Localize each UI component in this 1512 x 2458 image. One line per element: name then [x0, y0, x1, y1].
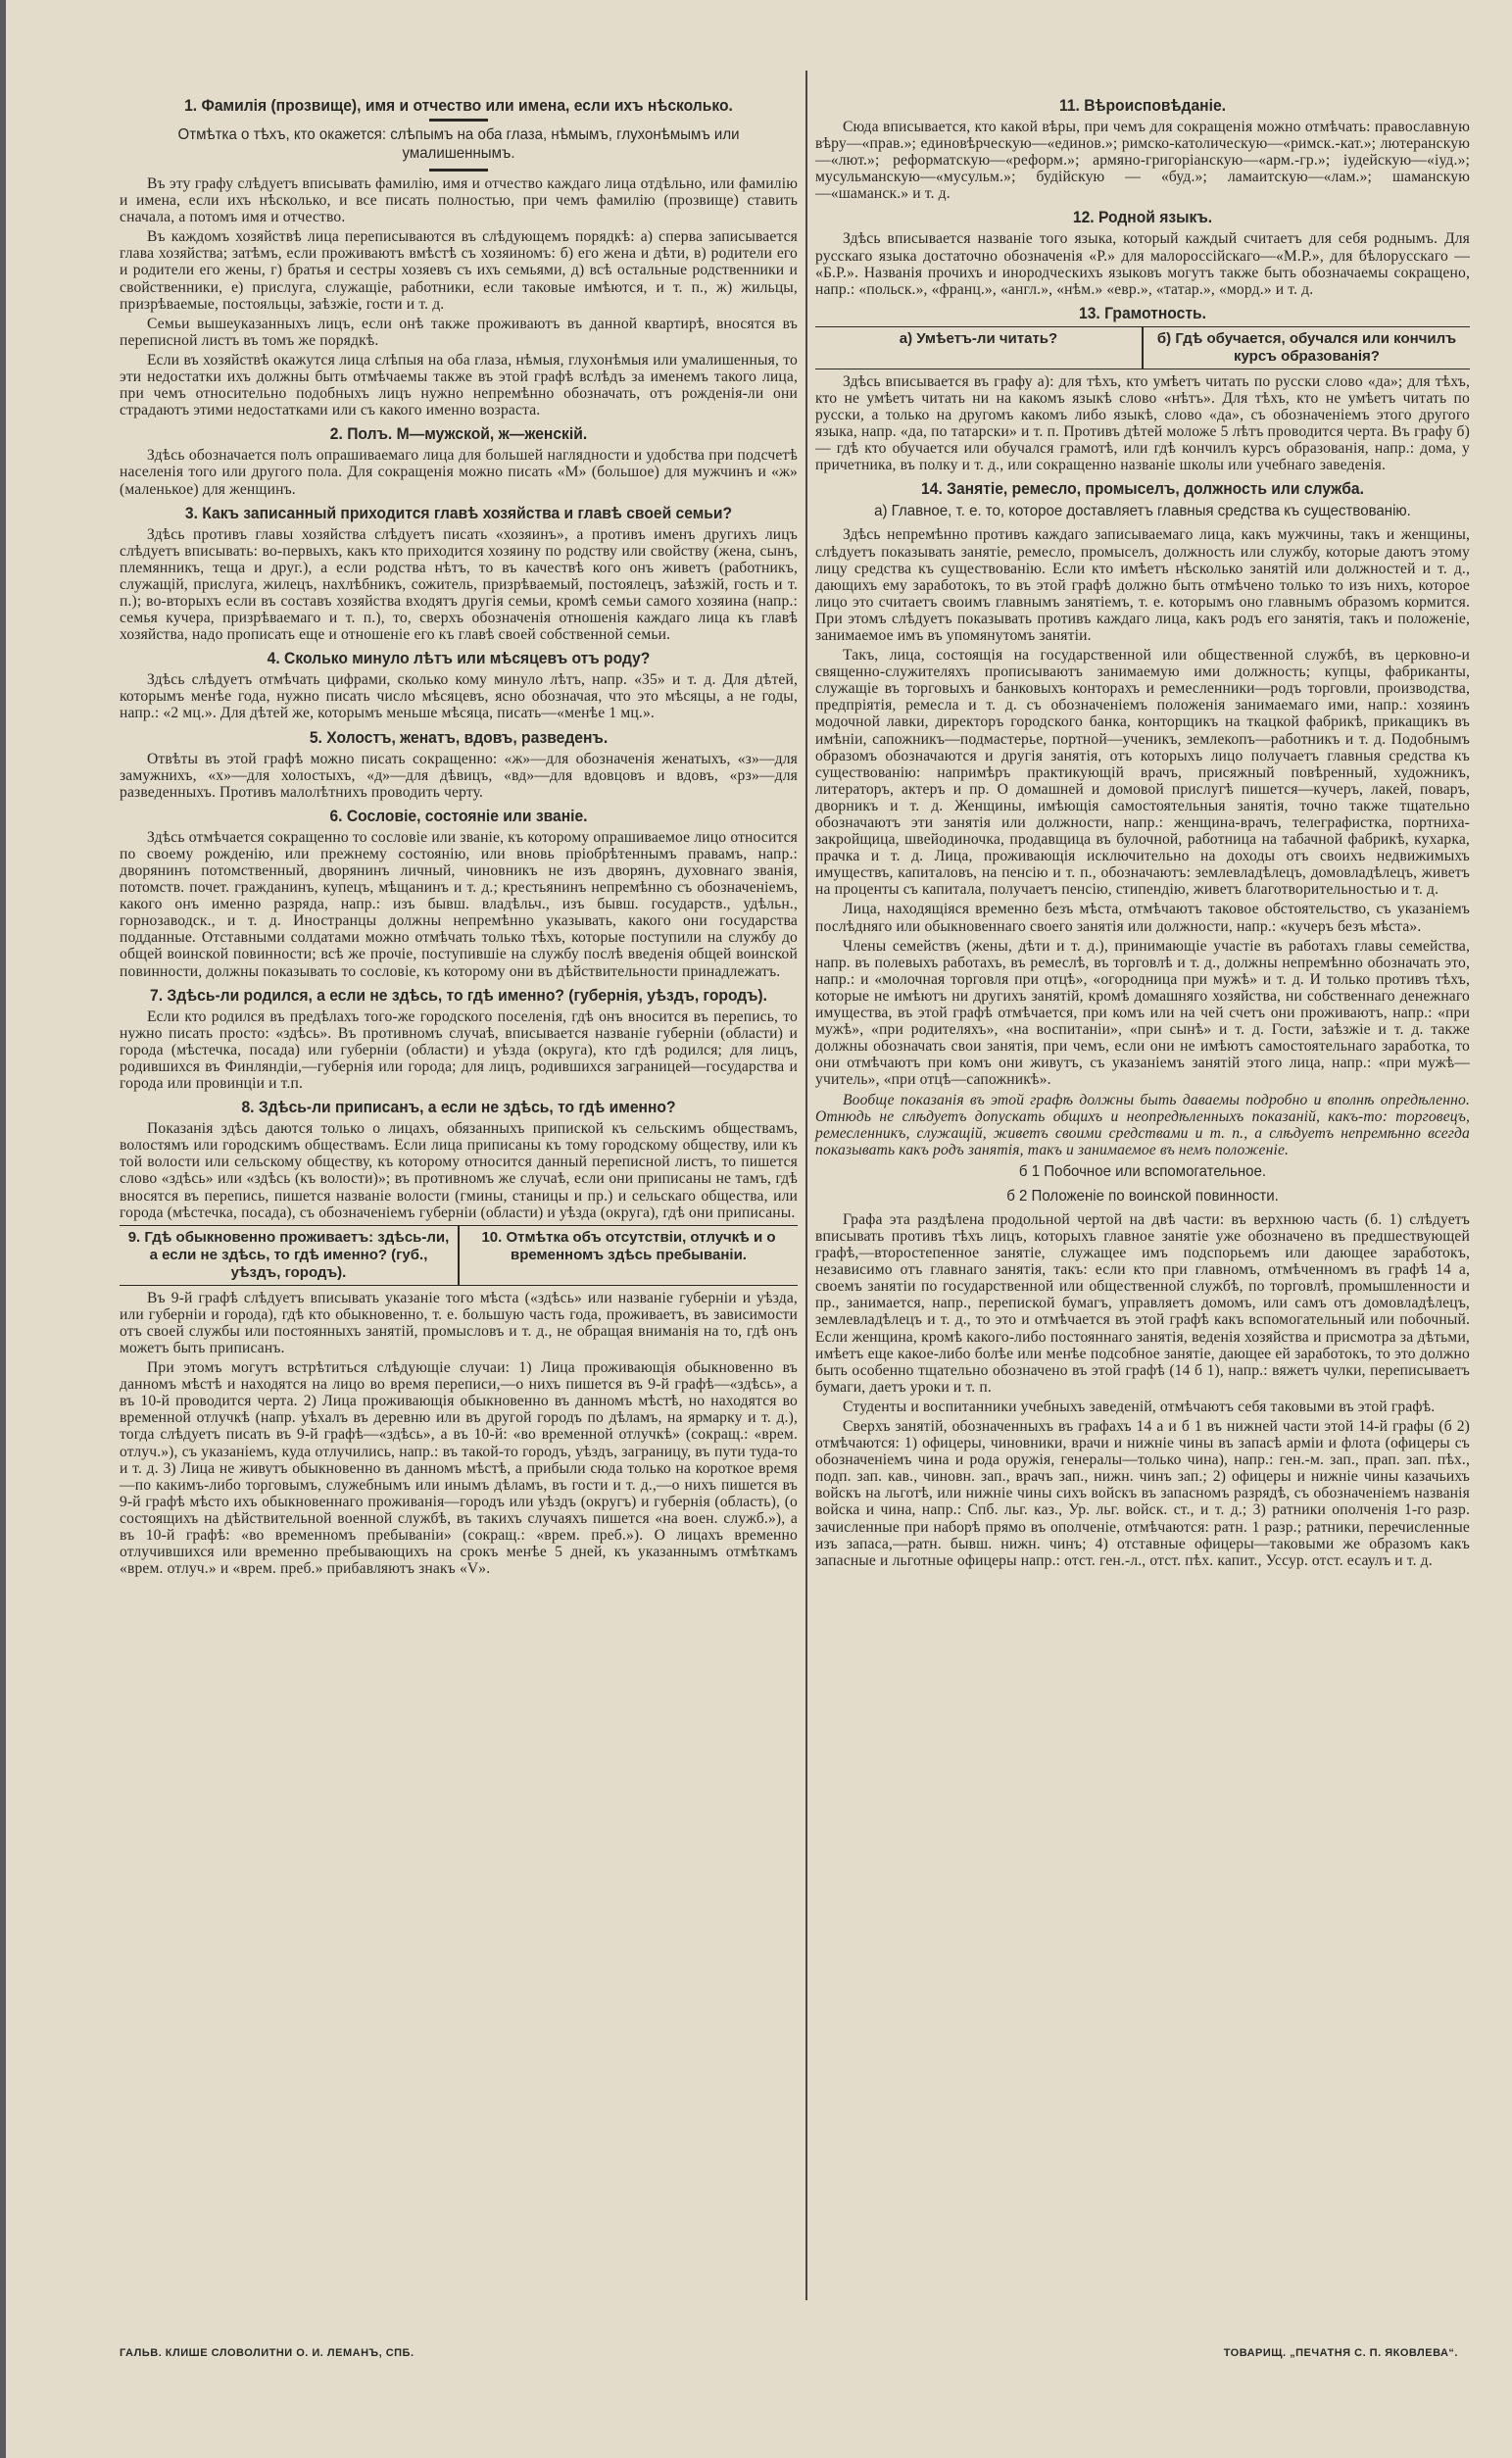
section-subheading: а) Главное, т. е. то, которое доставляетъ главныя средства къ существованію. — [874, 503, 1411, 520]
paragraph: Здѣсь обозначается полъ опрашиваемаго лица для большей наглядности и удобства при подсчетѣ населенія того или другого пола. Для сокращенія можно писать «М» (большое) для мужчинъ и «ж» (маленькое) для женщинъ. — [120, 447, 798, 498]
paragraph: Если въ хозяйствѣ окажутся лица слѣпыя на оба глаза, нѣмыя, глухонѣмыя или умалишенныя, то эти недостатки ихъ должны быть отмѣчаемы также въ этой графѣ вслѣдъ за именемъ такого лица, при чемъ относительно подобныхъ лицъ нужно непремѣнно обозначать, отъ рожденія-ли они страдаютъ этими недостатками или съ какого именно возраста. — [120, 351, 798, 419]
section-subheading: Отмѣтка о тѣхъ, кто окажется: слѣпымъ на оба глаза, нѣмымъ, глухонѣмымъ или умалишеннымъ. — [177, 126, 740, 162]
paragraph: Отвѣты въ этой графѣ можно писать сокращенно: «ж»—для обозначенія женатыхъ, «з»—для замужнихъ, «х»—для холостыхъ, «д»—для дѣвицъ, «вд»—для вдовцовъ и вдовъ, «рз»—для разведенныхъ. Противъ малолѣтнихъ проводить черту. — [120, 750, 798, 801]
paragraph: Сюда вписывается, кто какой вѣры, при чемъ для сокращенія можно отмѣчать: православную вѣру—«прав.»; единовѣрческую—«единов.»; римско-католическую—«римск.-кат.»; лютеранскую—«лют.»; реформатскую—«реформ.»; армяно-григоріанскую—«арм.-гр.»; іудейскую—«іуд.»; мусульманскую—«мусульм.»; будійскую — «буд.»; ламаитскую—«лам.»; шаманскую—«шаманск.» и т. д. — [815, 119, 1470, 203]
paragraph: Въ эту графу слѣдуетъ вписывать фамилію, имя и отчество каждаго лица отдѣльно, или фамилію и имена, если ихъ нѣсколько, и все писать полностью, при чемъ фамилію (прозвище) ставить сначала, а потомъ имя и отчество. — [120, 175, 798, 226]
split-heading — [120, 1225, 798, 1286]
paragraph: Графа эта раздѣлена продольной чертой на двѣ части: въ верхнюю часть (б. 1) слѣдуетъ вписывать противъ тѣхъ лицъ, которыхъ главное занятіе уже обозначено въ предшествующей графѣ,—второстепенное занятіе, служащее имъ подспорьемъ или дающее заработокъ, независимо отъ главнаго занятія, такъ: если кто при главномъ, отмѣченномъ въ графѣ 14 а, своемъ занятіи по государственной или общественной службѣ, по торговлѣ, промышленности и пр., занимается, напр., перепиской бумагъ, управляетъ домомъ, или самъ отъ домовладѣлецъ, землевладѣлецъ и т. д., то это и отмѣчается въ этой графѣ какъ вспомогательный или побочный. Если женщина, кромѣ какого-либо постояннаго занятія, веденія хозяйства и присмотра за дѣтьми, имѣетъ еще какое-либо болѣе или менѣе подсобное занятіе, дающее ей заработокъ, то это должно быть особенно тщательно обозначено въ этой графѣ (14 б 1), напр.: вяжетъ чулки, переписываетъ бумаги, даетъ уроки и т. п. — [815, 1210, 1470, 1396]
split-heading-cell: б) Гдѣ обучается, обучался или кончилъ курсъ образованія? — [1156, 329, 1457, 365]
section-heading: 5. Холостъ, женатъ, вдовъ, разведенъ. — [309, 727, 609, 747]
paragraph: Такъ, лица, состоящія на государственной или общественной службѣ, въ церковно-и священно-служителяхъ прописываютъ занимаемую ими должность; купцы, фабриканты, служащіе въ торговыхъ и банковыхъ конторахъ и ремесленники—родъ торговли, производства, предпріятія, ремесла и т. д. съ обозначеніемъ положенія занимаемаго ими, напр.: хозяинъ модочной лавки, директоръ городского банка, конторщикъ на ткацкой фабрикѣ, прикащикъ въ имѣніи, сапожникъ—подмастерье, портной—ученикъ, землекопъ—работникъ и т. д. Подобнымъ образомъ обозначаются и другія занятія, отъ которыхъ лицо получаетъ главныя средства къ существованію: напримѣръ практикующій врачъ, присяжный повѣренный, художникъ, литераторъ, актеръ и пр. О домашней и домовой прислугѣ пишется—кучеръ, лакей, поваръ, дворникъ и т. д. Женщины, имѣющія самостоятельныя занятія, точно также тщательно обозначаютъ эти занятія или должности, напр.: женщина-врачъ, телеграфистка, портниха-закройщица, швейодиночка, продавщица въ булочной, работница на табачной фабрикѣ, кухарка, прачка и т. д. Лица, проживающія исключительно на доходы отъ своихъ недвижимыхъ имуществъ, капиталовъ, на пенсію и т. п., обозначаютъ: землевладѣлецъ, домовладѣлецъ, живетъ на проценты съ капитала, получаетъ пенсію, стипендію, живетъ благотворительностью и т. д. — [815, 647, 1470, 899]
section-heading: 11. Вѣроисповѣданіе. — [1059, 96, 1226, 115]
footer-left-imprint: ГАЛЬВ. КЛИШЕ СЛОВОЛИТНИ О. И. ЛЕМАНЪ, СПБ. — [120, 2347, 415, 2359]
paragraph: Здѣсь слѣдуетъ отмѣчать цифрами, сколько кому минуло лѣтъ, напр. «35» и т. д. Для дѣтей, которымъ менѣе года, нужно писать число мѣсяцевъ, ясно обозначая, что это мѣсяцы, а не годы, напр.: «2 мц.». Для дѣтей же, которымъ меньше мѣсяца, писать—«менѣе 1 мц.». — [120, 671, 798, 722]
section-heading: 4. Сколько минуло лѣтъ или мѣсяцевъ отъ роду? — [267, 649, 651, 668]
paragraph: Семьи вышеуказанныхъ лицъ, если онѣ также проживаютъ въ данной квартирѣ, вносятся въ переписной листъ въ томъ же порядкѣ. — [120, 315, 798, 349]
right-column — [815, 90, 1470, 1572]
paragraph: Въ каждомъ хозяйствѣ лица переписываются въ слѣдующемъ порядкѣ: а) сперва записывается глава хозяйства; затѣмъ, если проживаютъ вмѣстѣ съ хозяиномъ: б) его жена и дѣти, в) родители его и родители его жены, г) братья и сестры хозяевъ съ ихъ семьями, д) всѣ остальные родственники и свойственники, е) прислуга, служащіе, работники, если таковые имѣются, и т. п., ж) жильцы, призрѣваемые, постояльцы, заѣзжіе, гости и т. д. — [120, 228, 798, 313]
column-divider — [805, 71, 807, 2300]
section-heading: 3. Какъ записанный приходится главѣ хозяйства и главѣ своей семьи? — [184, 503, 733, 522]
split-heading-cell: а) Умѣетъ-ли читать? — [815, 327, 1144, 369]
split-heading-cell: 10. Отмѣтка объ отсутствіи, отлучкѣ и о временномъ здѣсь пребываніи. — [481, 1228, 776, 1263]
section-heading: 14. Занятіе, ремесло, промыселъ, должность или служба. — [921, 479, 1364, 499]
divider-rule — [429, 169, 488, 172]
paragraph: Студенты и воспитанники учебныхъ заведеній, отмѣчаютъ себя таковыми въ этой графѣ. — [843, 1398, 1436, 1415]
scan-edge — [0, 0, 6, 2458]
left-column — [120, 90, 798, 1580]
paragraph: Здѣсь вписывается названіе того языка, который каждый считаетъ для себя роднымъ. Для русскаго языка достаточно обозначенія «Р.» для малороссійскаго—«М.Р.», для бѣлорусскаго — «Б.Р.». Названія прочихъ и инородческихъ языковъ могутъ также быть обозначаемы сокращено, напр.: «польск.», «франц.», «англ.», «нѣм.» «евр.», «татар.», «морд.» и т. д. — [815, 230, 1470, 298]
section-heading: 12. Родной языкъ. — [1072, 208, 1213, 227]
split-heading-cell: 9. Гдѣ обыкновенно проживаетъ: здѣсь-ли, а если не здѣсь, то гдѣ именно? (губ., уѣздъ, городъ). — [120, 1226, 460, 1285]
divider-rule — [429, 119, 488, 122]
split-heading — [815, 326, 1470, 369]
paragraph: Въ 9-й графѣ слѣдуетъ вписывать указаніе того мѣста («здѣсь» или названіе губерніи и уѣзда, или губерніи и города), гдѣ кто обыкновенно, т. е. большую часть года, проживаетъ, въ зависимости отъ своей службы или постоянныхъ занятій, промысловъ и т. д., не обращая вниманія на то, гдѣ онъ можетъ быть приписанъ. — [120, 1289, 798, 1356]
paragraph: Члены семействъ (жены, дѣти и т. д.), принимающіе участіе въ работахъ главы семейства, напр. въ полевыхъ работахъ, въ ремеслѣ, въ торговлѣ и т. д., должны непремѣнно обозначать это, напр.: и «молочная торговля при отцѣ», «огородница при мужѣ» и т. д. И только противъ тѣхъ, которые не имѣютъ ни другихъ занятій, кромѣ домашняго хозяйства, ни собственнаго денежнаго имущества, въ этой графѣ отмѣчается, при комъ или на чей счетъ они проживаютъ, напр.: «при мужѣ», «при родителяхъ», «на воспитаніи», «при сынѣ» и т. д. Гости, заѣзжіе и т. д. также должны обозначать свои занятія, при чемъ, если они не имѣютъ самостоятельнаго заработка, то они отмѣчаютъ при комъ они живутъ, съ указаніемъ занятій этого лица, напр.: «при мужѣ—учитель», «при отцѣ—сапожникѣ». — [815, 937, 1470, 1089]
paragraph: Сверхъ занятій, обозначенныхъ въ графахъ 14 а и б 1 въ нижней части этой 14-й графы (б 2) отмѣчаются: 1) офицеры, чиновники, врачи и нижніе чины въ запасѣ арміи и флота (офицеры съ обозначеніемъ чина и рода оружія, генералы—только чина), напр.: ген.-м. зап., прап. зап. пѣх., подп. зап. кав., чиновн. зап., врачъ зап., нижн. чинъ зап.; 2) офицеры и нижніе чины казачьихъ войскъ на льготѣ, или нижніе чины сихъ войскъ въ запасномъ разрядѣ, съ обозначеніемъ названія войска и чина, напр.: Спб. льг. каз., Ур. льг. войск. ст., и т. д.; 3) ратники ополченія 1-го разр. зачисленные при наборѣ прямо въ ополченіе, отмѣчаются: ратн. 1 разр.; ратники, перечисленные изъ запаса,—ратн. бывш. нижн. чинъ; 4) отставные офицеры—таковыми же образомъ какъ запасные и льготные офицеры напр.: отст. ген.-л., отст. пѣх. капит., Уссур. отст. есаулъ и т. д. — [815, 1418, 1470, 1569]
footer-right-imprint: ТОВАРИЩ. „ПЕЧАТНЯ С. П. ЯКОВЛЕВА“. — [1223, 2347, 1458, 2359]
paragraph: Здѣсь отмѣчается сокращенно то сословіе или званіе, къ которому опрашиваемое лицо относится по своему рожденію, или прежнему состоянію, или вновь пріобрѣтеннымъ правамъ, напр.: дворянинъ потомственный, дворянинъ личный, чиновникъ не изъ дворянъ, духовнаго званія, потомств. почет. гражданинъ, купецъ, мѣщанинъ и т. д.; крестьянинъ непремѣнно съ обозначеніемъ, какого онъ именно разряда, напр.: изъ бывш. владѣльч., изъ бывш. государств., удѣльн., горнозаводск., и т. д. Иностранцы должны непремѣнно указывать, какого они государства подданные. Отставными солдатами можно отмѣчать только тѣхъ, которые поступили на службу до общей воинской повинности; всѣ же прочіе, поступившіе на службу послѣ введенія общей воинской повинности, должны показывать то сословіе, къ которому они въ дѣйствительности принадлежатъ. — [120, 828, 798, 980]
paragraph: Лица, находящіяся временно безъ мѣста, отмѣчаютъ таковое обстоятельство, съ указаніемъ послѣдняго или обыкновеннаго своего занятія или должности, напр.: «кучеръ безъ мѣста». — [815, 901, 1470, 935]
section-subheading: б 1 Побочное или вспомогательное. — [1018, 1162, 1267, 1180]
section-heading: 8. Здѣсь-ли приписанъ, а если не здѣсь, то гдѣ именно? — [241, 1098, 676, 1117]
paragraph: Здѣсь противъ главы хозяйства слѣдуетъ писать «хозяинъ», а противъ именъ другихъ лицъ слѣдуетъ вписывать: во-первыхъ, какъ кто приходится хозяину по родству или свойству (жена, сынъ, племянникъ, теща и друг.), а если родства нѣтъ, то въ качествѣ кого онъ живетъ (работникъ, служащій, прислуга, жилецъ, нахлѣбникъ, сожитель, призрѣваемый, постоялецъ, заѣзжій, гость и т. п.); во-вторыхъ если въ составъ хозяйства входятъ другія семьи, кромѣ семьи самого хозяина (напр.: семья кучера, призрѣваемаго и т. п.), то, сверхъ обозначенія отношенія каждаго лица къ главѣ хозяйства, надо прописать еще и отношеніе его къ главѣ своей собственной семьи. — [120, 525, 798, 644]
paragraph: Здѣсь непремѣнно противъ каждаго записываемаго лица, какъ мужчины, такъ и женщины, слѣдуетъ показывать занятіе, ремесло, промыселъ, должность или службу, которые даютъ этому лицу средства къ существованію. Если кто имѣетъ нѣсколько занятій или должностей и т. д., дающихъ ему заработокъ, то въ этой графѣ должно быть отмѣчено только то изъ нихъ, которое лицо это считаетъ своимъ главнымъ занятіемъ, т. е. которымъ оно главнымъ образомъ кормится. При этомъ слѣдуетъ показывать противъ каждаго лица, какъ родъ его занятія, такъ и положеніе, занимаемое имъ въ упомянутомъ занятіи. — [815, 526, 1470, 644]
paragraph: Показанія здѣсь даются только о лицахъ, обязанныхъ припиской къ сельскимъ обществамъ, волостямъ или городскимъ обществамъ. Если лица приписаны къ тому городскому обществу, или къ той волости или сельскому обществу, къ которому относится данный переписной листъ, то пишется слово «здѣсь» или «здѣсь (къ волости)»; въ противномъ же случаѣ, если они приписаны не тамъ, гдѣ вносятся въ перепись, пишется названіе волости (гмины, станицы и пр.) и сельскаго общества, или города (мѣстечка, посада), съ обозначеніемъ губерніи (области) и уѣзда (округа), гдѣ они приписаны. — [120, 1120, 798, 1221]
section-heading: 6. Сословіе, состояніе или званіе. — [329, 806, 588, 825]
section-heading: 13. Грамотность. — [1079, 303, 1206, 322]
section-subheading: б 2 Положеніе по воинской повинности. — [1006, 1187, 1279, 1204]
paragraph: Если кто родился въ предѣлахъ того-же городского поселенія, гдѣ онъ вносится въ перепись, то нужно писать просто: «здѣсь». Въ противномъ случаѣ, вписывается названіе губерніи (области) и города (мѣстечка, посада) или губерніи (области) и уѣзда (округа), кто гдѣ родился; для лицъ, родившихся въ Финляндіи,—губернія или города; для лицъ, родившихся заграницей—государства и города или провинціи и т.п. — [120, 1008, 798, 1093]
paragraph: При этомъ могутъ встрѣтиться слѣдующіе случаи: 1) Лица проживающія обыкновенно въ данномъ мѣстѣ и находятся на лицо во время переписи,—о нихъ пишется въ 9-й графѣ—«здѣсь», а въ 10-й проводится черта. 2) Лица проживающія обыкновенно въ данномъ мѣстѣ, но находятся во временной отлучкѣ (напр. уѣхалъ въ деревню или въ другой городъ по дѣламъ, на ярмарку и т. д.), тогда слѣдуетъ писать въ 9-й графѣ—«здѣсь», а въ 10-й: «во временной отлучкѣ» (сокращ.: «врем. отлуч.»), съ указаніемъ, куда отлучились, напр.: въ такой-то городъ, уѣздъ, заграницу, въ пути туда-то и т. д. 3) Лица не живутъ обыкновенно въ данномъ мѣстѣ, а прибыли сюда только на короткое время—по какимъ-либо торговымъ, служебнымъ или инымъ дѣламъ, въ гости и т. д.,—о нихъ пишется въ 9-й графѣ мѣсто ихъ обыкновеннаго проживанія—городъ или уѣздъ (округъ) и губернія (область), (о состоящихъ на дѣйствительной военной службѣ, въ такихъ случаяхъ пишется «на воен. служб.»), а въ 10-й графѣ: «во временномъ пребываніи» (сокращ.: «врем. преб.»). О лицахъ временно отлучившихся или временно пребывающихъ на срокъ менѣе 5 дней, къ указаннымъ отмѣткамъ «врем. отлуч.» и «врем. преб.» прибавляютъ знакъ «V». — [120, 1359, 798, 1578]
paragraph: Здѣсь вписывается въ графу а): для тѣхъ, кто умѣетъ читать по русски слово «да»; для тѣхъ, кто не умѣетъ читать ни на какомъ языкѣ слово «нѣтъ». Для тѣхъ, кто не умѣетъ читать по русски, а только на другомъ какомъ либо языкѣ, слово «да», съ обозначеніемъ этого другого языка, напр. «да, по татарски» и т. п. Противъ дѣтей моложе 5 лѣтъ проводится черта. Въ графу б) — гдѣ кто обучается или обучался грамотѣ, или гдѣ кончилъ курсъ образованія, напр.: дома, у причетника, въ полку и т. д., или сокращенно названіе школы или учебнаго заведенія. — [815, 372, 1470, 474]
section-heading: 2. Полъ. М—мужской, ж—женскій. — [329, 424, 588, 444]
section-heading: 1. Фамилія (прозвище), имя и отчество или имена, если ихъ нѣсколько. — [184, 96, 733, 115]
paragraph-italic: Вообще показанія въ этой графѣ должны быть даваемы подробно и вполнѣ опредѣленно. Отнюдь не слѣдуетъ допускать общихъ и неопредѣленныхъ показаній, какъ-то: торговецъ, ремесленникъ, служащій, живетъ своими средствами и т. п., а слѣдуетъ непремѣнно всегда показывать какъ родъ занятія, такъ и занимаемое въ немъ положеніе. — [815, 1091, 1470, 1158]
section-heading: 7. Здѣсь-ли родился, а если не здѣсь, то гдѣ именно? (губернія, уѣздъ, городъ). — [150, 985, 767, 1005]
